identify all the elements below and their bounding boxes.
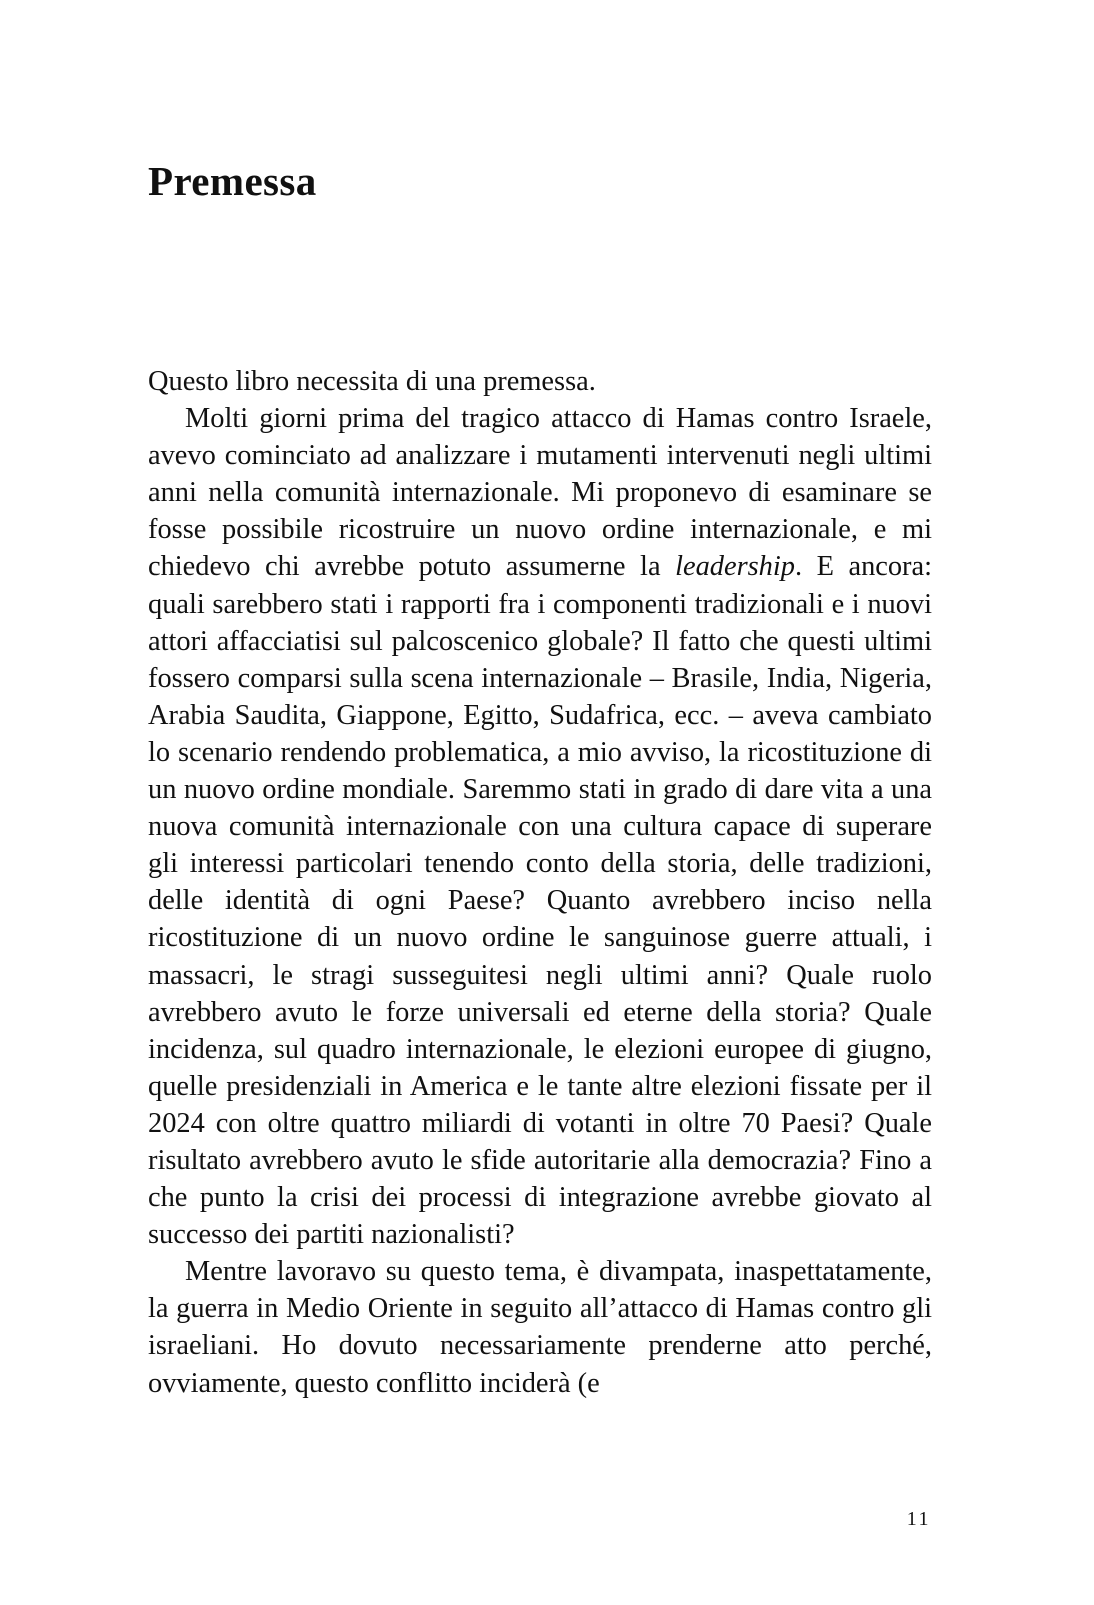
paragraph-main (148, 400, 932, 1253)
page-number: 11 (906, 1508, 931, 1530)
body-text-block (148, 363, 932, 1402)
paragraph-main-part-2: . E ancora: quali sarebbero stati i rapporti fra i componenti tradizionali e i nuovi attori affacciatisi sul palcoscenico globale? Il fatto che questi ultimi fossero comparsi sulla scena internazionale – Brasile, India, Nigeria, Arabia Saudita, Giappone, Egitto, Sudafrica, ecc. – aveva cambiato lo scenario rendendo problematica, a mio avviso, la ricostituzione di un nuovo ordine mondiale. Saremmo stati in grado di dare vita a una nuova comunità internazionale con una cultura capace di superare gli interessi particolari tenendo conto della storia, delle tradizioni, delle identità di ogni Paese? Quanto avrebbero inciso nella ricostituzione di un nuovo ordine le sanguinose guerre attuali, i massacri, le stragi susseguitesi negli ultimi anni? Quale ruolo avrebbero avuto le forze universali ed eterne della storia? Quale incidenza, sul quadro internazionale, le elezioni europee di giugno, quelle presidenziali in America e le tante altre elezioni fissate per il 2024 con oltre quattro miliardi di votanti in oltre 70 Paesi? Quale risultato avrebbero avuto le sfide autoritarie alla democrazia? Fino a che punto la crisi dei processi di integrazione avrebbe giovato al successo dei partiti nazionalisti? (148, 551, 932, 1251)
emphasis-leadership: leadership (675, 551, 795, 583)
paragraph-opening: Questo libro necessita di una premessa. (148, 366, 596, 397)
page-title: Premessa (148, 158, 317, 205)
paragraph-closing: Mentre lavoravo su questo tema, è divampata, inaspettatamente, la guerra in Medio Oriente in seguito all’attacco di Hamas contro gli israeliani. Ho dovuto necessariamente prenderne atto perché, ovviamente, questo conflitto inciderà (e (148, 1256, 932, 1399)
paragraph-main-part-1: Molti giorni prima del tragico attacco di Hamas contro Israele, avevo cominciato ad analizzare i mutamenti intervenuti negli ultimi anni nella comunità internazionale. Mi proponevo di esaminare se fosse possibile ricostruire un nuovo ordine internazionale, e mi chiedevo chi avrebbe potuto assumerne la (148, 403, 932, 583)
